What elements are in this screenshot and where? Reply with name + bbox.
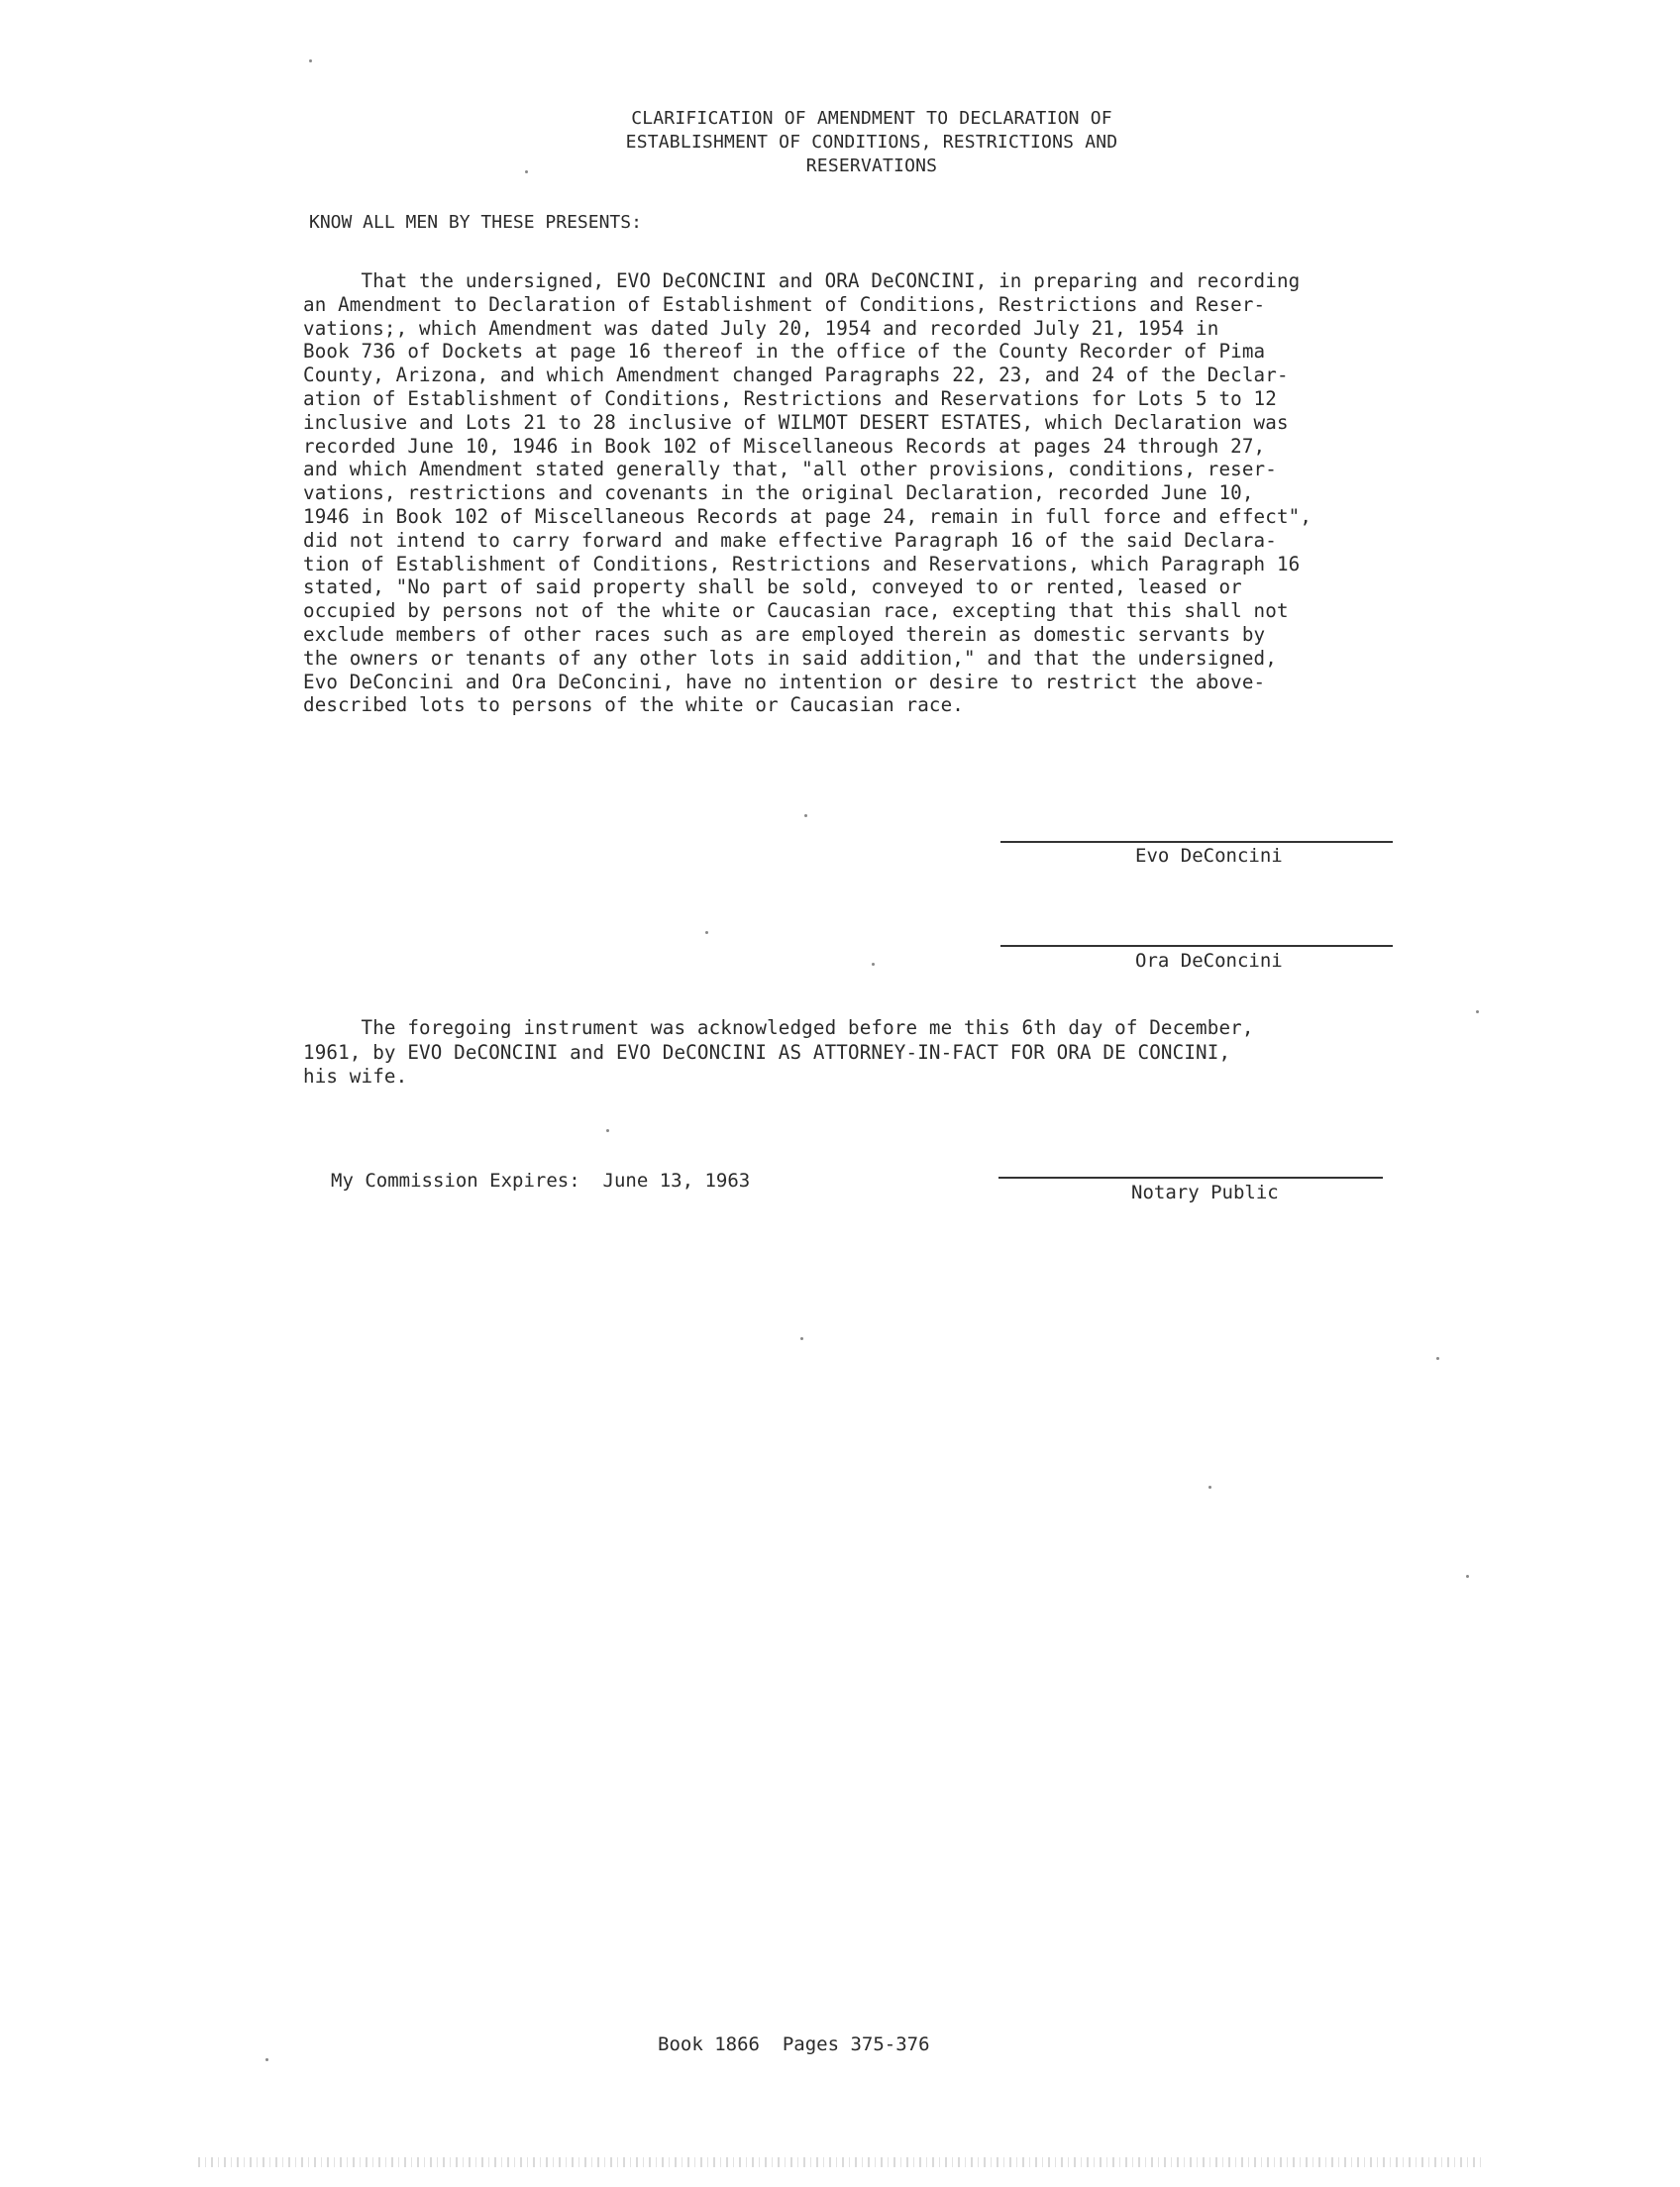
scan-speck xyxy=(800,1337,803,1340)
scan-noise-strip xyxy=(198,2157,1486,2167)
scan-speck xyxy=(804,814,807,817)
scan-speck xyxy=(309,59,312,62)
scan-speck xyxy=(1466,1575,1469,1578)
book-page-reference: Book 1866 Pages 375-376 xyxy=(658,2033,930,2055)
scan-speck xyxy=(606,1129,609,1132)
scan-speck xyxy=(705,931,708,934)
scan-speck xyxy=(872,963,875,966)
signature-line-1 xyxy=(1000,841,1393,843)
document-title: CLARIFICATION OF AMENDMENT TO DECLARATION OF ESTABLISHMENT OF CONDITIONS, RESTRICTIONS AND RESERVATIONS xyxy=(625,108,1118,176)
scan-speck xyxy=(525,170,528,173)
notary-public-label: Notary Public xyxy=(1131,1182,1279,1203)
salutation: KNOW ALL MEN BY THESE PRESENTS: xyxy=(309,212,642,233)
scan-speck xyxy=(1208,1486,1211,1489)
signature-line-2 xyxy=(1000,945,1393,947)
signature-name-2: Ora DeConcini xyxy=(1135,950,1283,972)
notary-signature-line xyxy=(998,1177,1383,1179)
scan-speck xyxy=(265,2058,268,2061)
body-paragraph: That the undersigned, EVO DeCONCINI and ORA DeCONCINI, in preparing and recording an Amendment to Declaration of Establishment of Conditions, Restrictions and Reser- vations;, which Amendment was dated July 20, 1954 and recorded July 21, 1954 in Book 736 of Dockets at page 16 thereof in the office of the County Recorder of Pima County, Arizona, and which Amendment changed Paragraphs 22, 23, and 24 of the Declar- ation of Establishment of Conditions, Restrictions and Reservations for Lots 5 to 12 inclusive and Lots 21 to 28 inclusive of WILMOT DESERT ESTATES, which Declaration was recorded June 10, 1946 in Book 102 of Miscellaneous Records at pages 24 through 27, and which Amendment stated generally that, "all other provisions, conditions, reser- vations, restrictions and covenants in the original Declaration, recorded June 10, 1946 in Book 102 of Miscellaneous Records at page 24, remain in full force and effect", did not intend to carry forward and make effective Paragraph 16 of the said Declara- tion of Establishment of Conditions, Restrictions and Reservations, which Paragraph 16 stated, "No part of said property shall be sold, conveyed to or rented, leased or occupied by persons not of the white or Caucasian race, excepting that this shall not exclude members of other races such as are employed therein as domestic servants by the owners or tenants of any other lots in said addition," and that the undersigned, Evo DeConcini and Ora DeConcini, have no intention or desire to restrict the above- described lots to persons of the white or Caucasian race. xyxy=(303,269,1312,717)
acknowledgment-paragraph: The foregoing instrument was acknowledged before me this 6th day of December, 1961, by EVO DeCONCINI and EVO DeCONCINI AS ATTORNEY-IN-FACT FOR ORA DE CONCINI, his wife. xyxy=(303,1016,1254,1088)
commission-expiration: My Commission Expires: June 13, 1963 xyxy=(331,1170,751,1192)
scan-speck xyxy=(1476,1010,1479,1013)
signature-name-1: Evo DeConcini xyxy=(1135,845,1283,867)
scan-speck xyxy=(1436,1357,1439,1360)
